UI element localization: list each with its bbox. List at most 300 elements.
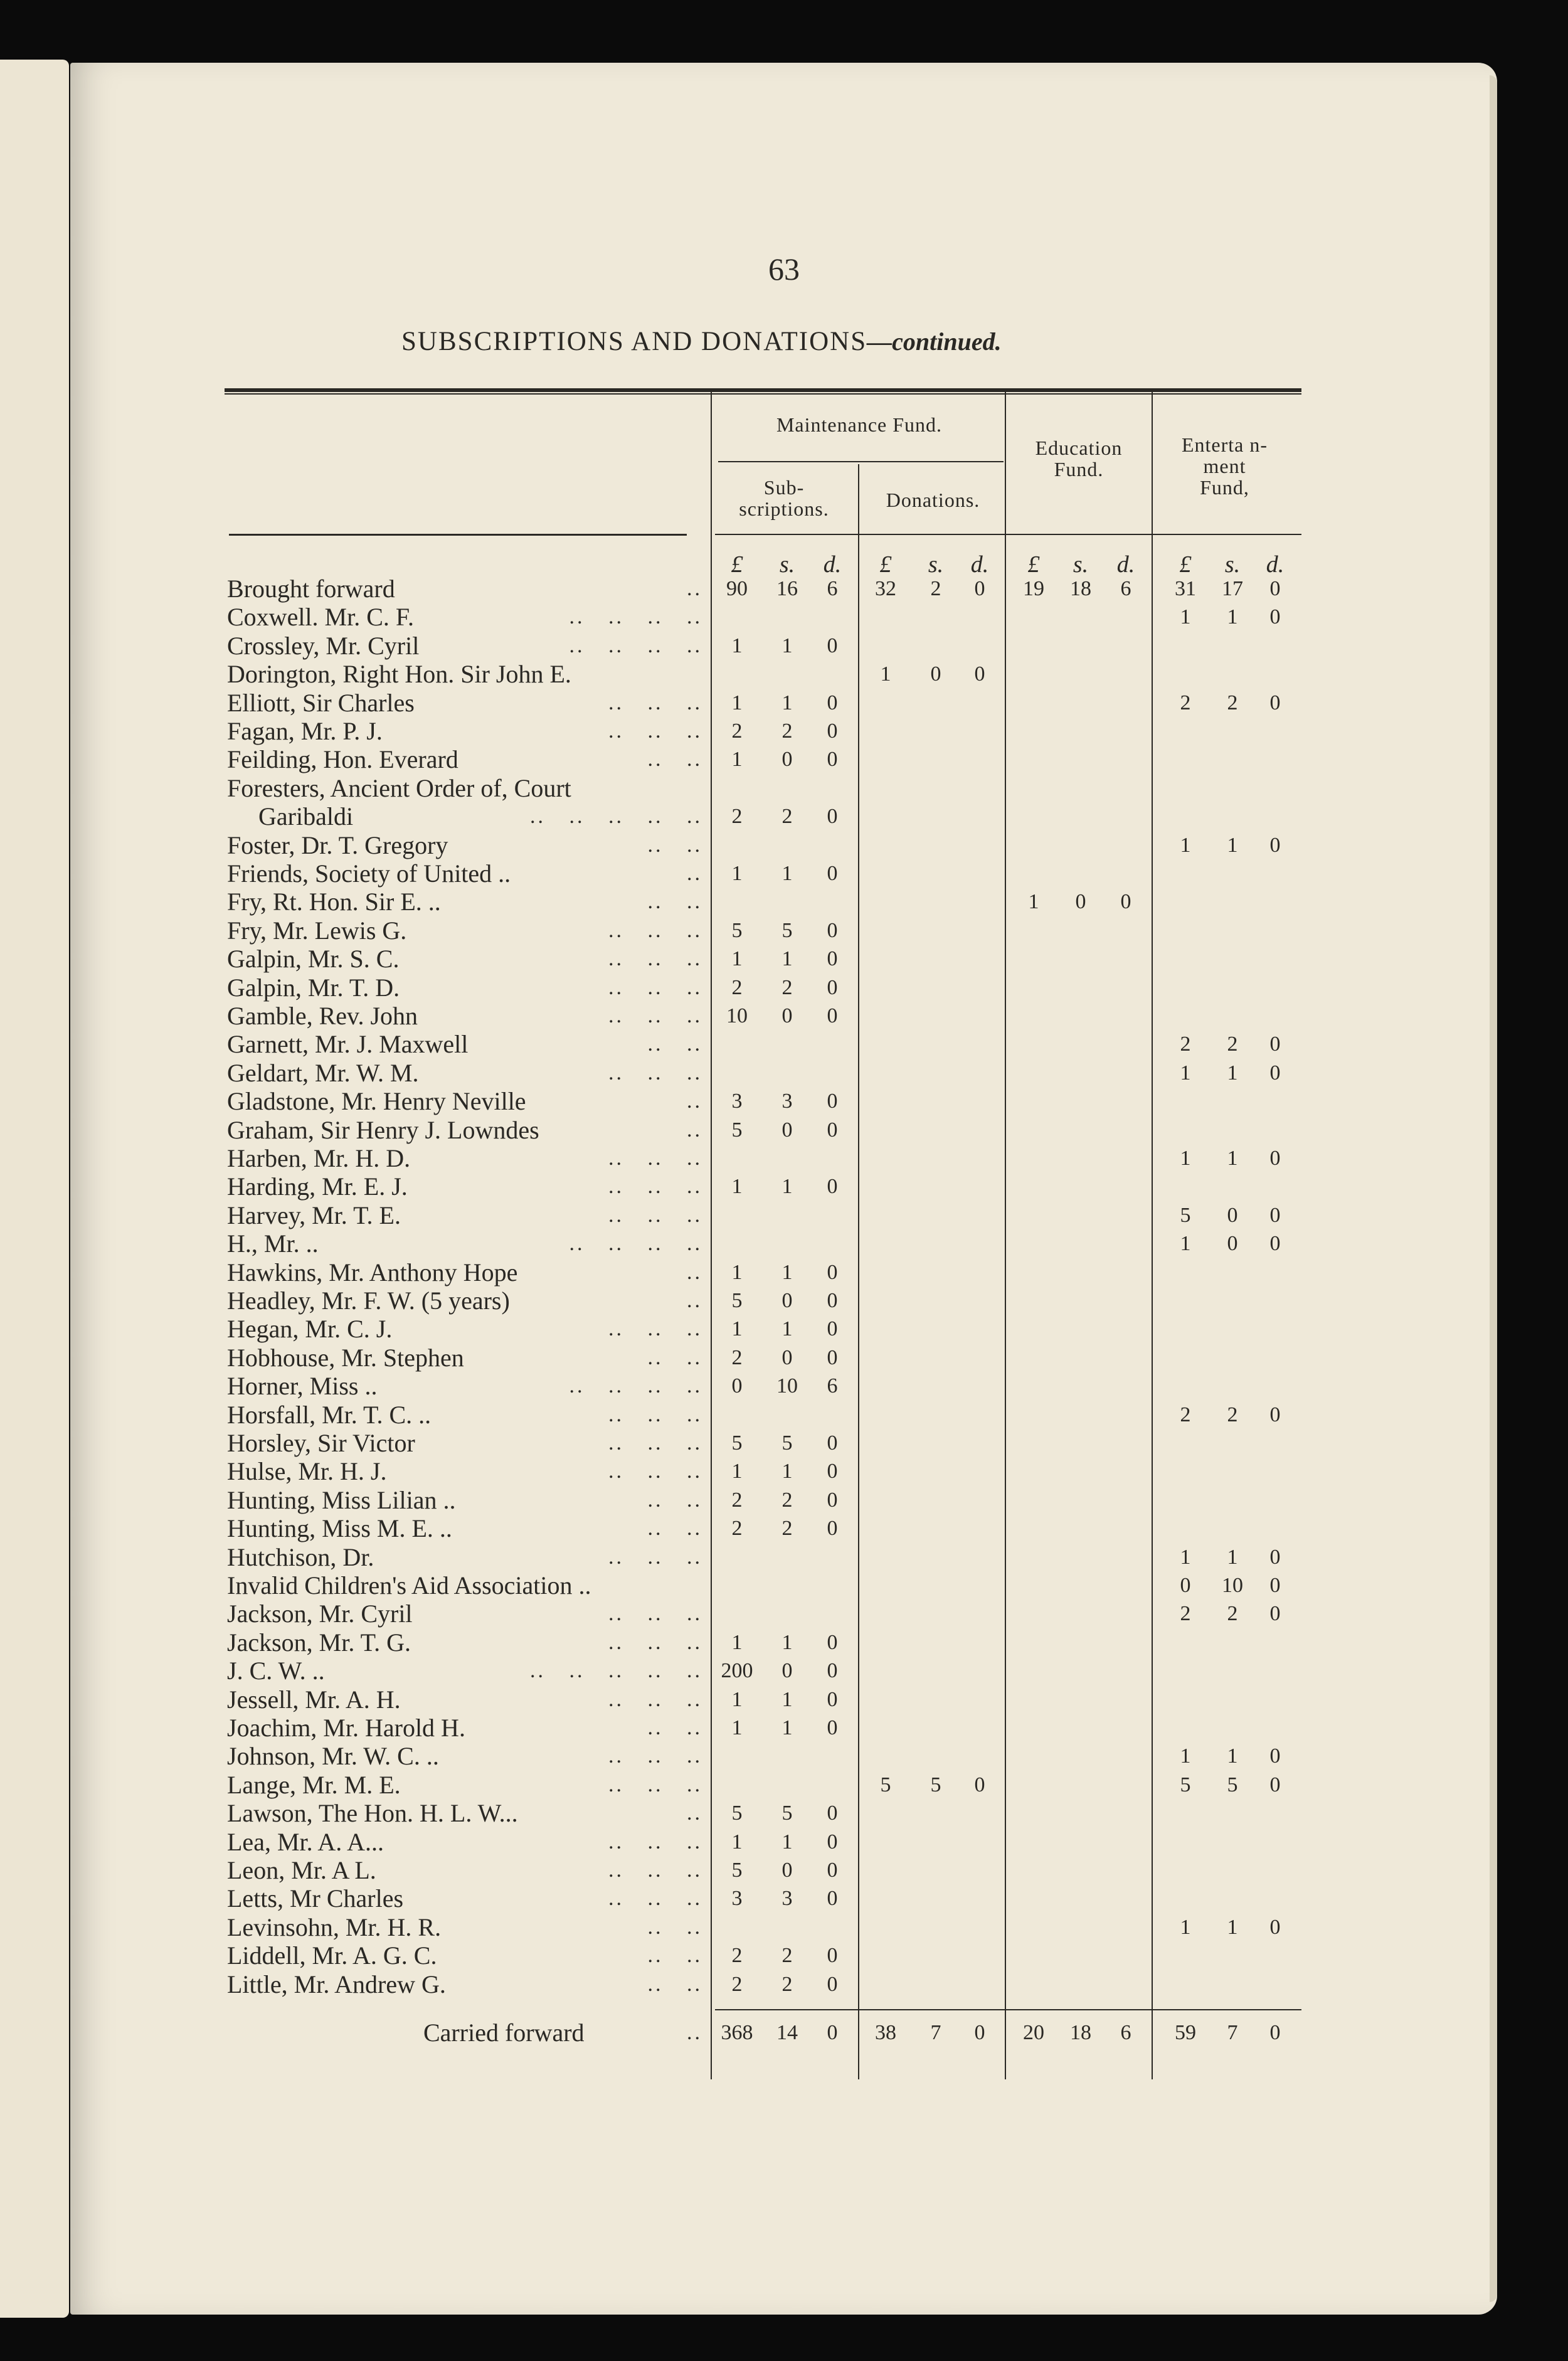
table-row-sub-pounds: 2 [731, 1346, 743, 1369]
table-row-sub-pence: 0 [827, 719, 838, 743]
table-row-name: Leon, Mr. A L. [227, 1856, 376, 1884]
table-row-sub-pounds: 3 [731, 1887, 743, 1910]
table-row-name: Galpin, Mr. T. D. [227, 974, 400, 1002]
table-row-ent-pounds: 5 [1180, 1204, 1191, 1227]
table-row-name: Levinsohn, Mr. H. R. [227, 1913, 442, 1941]
table-row-sub-pence: 0 [827, 1801, 838, 1825]
table-row-sub-pence: 0 [827, 1118, 838, 1142]
table-row-sub-pence: 0 [827, 1004, 838, 1027]
totals-row-don-pounds: 38 [875, 2021, 896, 2044]
table-row-sub-shillings: 0 [781, 1346, 793, 1369]
table-row-name: Gladstone, Mr. Henry Neville [227, 1087, 526, 1115]
table-row-name: Gamble, Rev. John [227, 1002, 418, 1030]
table-row-ent-pence: 0 [1269, 1916, 1281, 1939]
table-row-name: Hobhouse, Mr. Stephen [227, 1344, 464, 1372]
table-row-sub-pounds: 1 [731, 947, 743, 970]
table-row-edu-pounds: 1 [1028, 890, 1039, 913]
table-row-edu-shillings: 0 [1075, 890, 1086, 913]
totals-row-edu-shillings: 18 [1070, 2021, 1091, 2044]
table-row-sub-pounds: 90 [726, 577, 748, 600]
table-row-leader-dots: .. .. .. [608, 1887, 702, 1910]
table-row-ent-pence: 0 [1269, 1032, 1281, 1056]
table-row-ent-pence: 0 [1269, 1147, 1281, 1170]
table-row-sub-shillings: 2 [781, 976, 793, 999]
table-row-name: Hegan, Mr. C. J. [227, 1315, 393, 1343]
totals-rule-cols [715, 2009, 1301, 2010]
table-row-edu-pence: 0 [1120, 890, 1131, 913]
table-row-sub-pence: 0 [827, 1631, 838, 1654]
table-row-leader-dots: .. [687, 1118, 702, 1142]
table-row-ent-shillings: 5 [1227, 1773, 1238, 1796]
table-row-name: Johnson, Mr. W. C. .. [227, 1742, 439, 1770]
table-row-sub-pounds: 2 [731, 1944, 743, 1967]
table-row-ent-pounds: 2 [1180, 1602, 1191, 1625]
totals-row-don-pence: 0 [974, 2021, 985, 2044]
table-row-name: Dorington, Right Hon. Sir John E. [227, 660, 571, 688]
table-row-leader-dots: .. .. .. [608, 1602, 702, 1625]
currency-label-sub: s. [779, 551, 795, 578]
table-row-ent-shillings: 0 [1227, 1204, 1238, 1227]
table-row-sub-shillings: 3 [781, 1090, 793, 1113]
table-row-leader-dots: .. .. .. [608, 1859, 702, 1882]
table-row-sub-shillings: 1 [781, 862, 793, 885]
table-row-ent-shillings: 2 [1227, 691, 1238, 714]
table-row-sub-shillings: 2 [781, 1488, 793, 1512]
table-row-sub-pounds: 2 [731, 1488, 743, 1512]
table-row-don-shillings: 2 [930, 577, 941, 600]
table-row-leader-dots: .. [687, 1090, 702, 1113]
table-row-don-pounds: 5 [880, 1773, 891, 1796]
table-row-leader-dots: .. .. .. .. .. [530, 805, 702, 828]
table-row-sub-shillings: 5 [781, 1801, 793, 1825]
table-row-name: Lea, Mr. A. A... [227, 1828, 384, 1856]
table-row-sub-pence: 0 [827, 1659, 838, 1682]
table-row-leader-dots: .. [687, 1261, 702, 1284]
table-row-name: Graham, Sir Henry J. Lowndes [227, 1116, 539, 1144]
table-row-sub-pounds: 2 [731, 805, 743, 828]
table-row-ent-pence: 0 [1269, 1602, 1281, 1625]
table-row-sub-pounds: 0 [731, 1374, 743, 1398]
table-row-don-pence: 0 [974, 577, 985, 600]
table-row-ent-shillings: 1 [1227, 605, 1238, 629]
table-row-ent-pounds: 31 [1175, 577, 1196, 600]
table-row-leader-dots: .. .. [647, 1916, 702, 1939]
table-row-sub-pence: 0 [827, 1830, 838, 1854]
table-row-sub-pounds: 3 [731, 1090, 743, 1113]
table-row-leader-dots: .. [687, 862, 702, 885]
header-entertainment-fund: Enterta n- ment Fund, [1181, 433, 1268, 499]
table-row-ent-shillings: 0 [1227, 1232, 1238, 1255]
table-row-ent-pounds: 1 [1180, 834, 1191, 857]
table-row-sub-shillings: 2 [781, 1944, 793, 1967]
table-row-ent-pounds: 1 [1180, 1147, 1191, 1170]
table-row-leader-dots: .. .. .. .. [569, 1374, 702, 1398]
table-row-leader-dots: .. .. .. .. .. [530, 1659, 702, 1682]
top-rule-thin [225, 393, 1301, 395]
table-row-name: Geldart, Mr. W. M. [227, 1059, 419, 1087]
table-row-sub-pence: 6 [827, 577, 838, 600]
table-row-name: Fry, Rt. Hon. Sir E. .. [227, 888, 441, 916]
table-row-leader-dots: .. .. [647, 1517, 702, 1540]
table-row-sub-shillings: 1 [781, 634, 793, 657]
table-row-ent-pence: 0 [1269, 691, 1281, 714]
table-row-sub-shillings: 1 [781, 1460, 793, 1483]
table-row-name: Hutchison, Dr. [227, 1543, 374, 1571]
totals-row-ent-shillings: 7 [1227, 2021, 1238, 2044]
maintenance-split-rule [718, 461, 1004, 462]
table-row-name: Joachim, Mr. Harold H. [227, 1714, 465, 1742]
table-row-don-pence: 0 [974, 662, 985, 686]
table-row-leader-dots: .. .. .. [608, 1631, 702, 1654]
table-row-sub-pence: 0 [827, 1688, 838, 1711]
totals-row-edu-pence: 6 [1120, 2021, 1131, 2044]
table-row-leader-dots: .. .. [647, 1944, 702, 1967]
table-row-sub-pounds: 1 [731, 1460, 743, 1483]
totals-row-ent-pence: 0 [1269, 2021, 1281, 2044]
table-row-sub-pence: 0 [827, 691, 838, 714]
table-row-sub-pence: 0 [827, 1716, 838, 1739]
table-row-ent-pounds: 0 [1180, 1574, 1191, 1597]
table-row-ent-pence: 0 [1269, 1773, 1281, 1796]
table-row-leader-dots: .. .. .. [608, 1403, 702, 1426]
table-row-don-pence: 0 [974, 1773, 985, 1796]
table-row-sub-pounds: 5 [731, 1289, 743, 1312]
table-row-name: Headley, Mr. F. W. (5 years) [227, 1287, 510, 1315]
currency-label-ent: d. [1266, 551, 1285, 578]
table-row-edu-pence: 6 [1120, 577, 1131, 600]
table-row-sub-pounds: 1 [731, 1261, 743, 1284]
table-row-sub-pence: 0 [827, 1175, 838, 1198]
table-row-sub-pence: 0 [827, 1346, 838, 1369]
table-row-name: Jessell, Mr. A. H. [227, 1685, 401, 1714]
table-row-ent-pence: 0 [1269, 1232, 1281, 1255]
table-row-leader-dots: .. .. [647, 890, 702, 913]
table-row-sub-pence: 0 [827, 976, 838, 999]
currency-label-ent: s. [1224, 551, 1241, 578]
totals-row-don-shillings: 7 [930, 2021, 941, 2044]
currency-label-edu: s. [1073, 551, 1089, 578]
table-row-sub-shillings: 1 [781, 1261, 793, 1284]
table-row-sub-shillings: 0 [781, 1118, 793, 1142]
header-maintenance-fund: Maintenance Fund. [776, 413, 943, 436]
table-row-ent-shillings: 17 [1222, 577, 1243, 600]
table-row-sub-shillings: 1 [781, 1716, 793, 1739]
table-row-ent-pounds: 1 [1180, 1546, 1191, 1569]
header-subscriptions: Sub- scriptions. [739, 476, 829, 520]
currency-label-don: s. [928, 551, 944, 578]
table-row-ent-pence: 0 [1269, 605, 1281, 629]
table-row-sub-pounds: 1 [731, 748, 743, 771]
table-row-sub-pounds: 5 [731, 1118, 743, 1142]
table-row-name: Hulse, Mr. H. J. [227, 1457, 387, 1485]
table-row-sub-shillings: 0 [781, 1659, 793, 1682]
table-row-name: Fagan, Mr. P. J. [227, 717, 383, 745]
title-text: SUBSCRIPTIONS AND DONATIONS [401, 327, 867, 356]
table-row-ent-pence: 0 [1269, 1204, 1281, 1227]
table-row-leader-dots: .. .. .. [608, 1431, 702, 1455]
table-row-name: Crossley, Mr. Cyril [227, 632, 420, 660]
table-row-leader-dots: .. .. [647, 834, 702, 857]
table-row-ent-shillings: 2 [1227, 1602, 1238, 1625]
table-row-sub-pence: 0 [827, 634, 838, 657]
table-row-sub-shillings: 0 [781, 1859, 793, 1882]
table-row-sub-pence: 0 [827, 1460, 838, 1483]
table-row-sub-shillings: 16 [776, 577, 798, 600]
table-row-name: Liddell, Mr. A. G. C. [227, 1941, 437, 1970]
table-row-ent-pounds: 2 [1180, 1032, 1191, 1056]
table-row-ent-pence: 0 [1269, 834, 1281, 857]
table-row-name: Jackson, Mr. Cyril [227, 1600, 413, 1628]
table-row-name: H., Mr. .. [227, 1229, 319, 1258]
table-row-sub-pence: 0 [827, 1431, 838, 1455]
table-row-leader-dots: .. .. [647, 1973, 702, 1996]
table-row-leader-dots: .. .. .. [608, 1175, 702, 1198]
table-row-ent-shillings: 1 [1227, 1061, 1238, 1085]
currency-label-edu: £ [1027, 551, 1040, 578]
table-row-sub-pounds: 1 [731, 1631, 743, 1654]
table-row-name: Hunting, Miss Lilian .. [227, 1486, 456, 1514]
table-row-sub-pence: 0 [827, 1859, 838, 1882]
table-row-name: Elliott, Sir Charles [227, 689, 415, 717]
header-donations: Donations. [886, 489, 980, 511]
table-row-sub-shillings: 0 [781, 1004, 793, 1027]
table-row-sub-shillings: 0 [781, 748, 793, 771]
table-row-ent-pounds: 1 [1180, 1061, 1191, 1085]
table-row-leader-dots: .. .. .. [608, 1460, 702, 1483]
table-row-don-pounds: 32 [875, 577, 896, 600]
table-row-sub-pounds: 1 [731, 1688, 743, 1711]
table-row-leader-dots: .. .. .. [608, 1546, 702, 1569]
table-row-name: Invalid Children's Aid Association .. [227, 1571, 591, 1600]
table-row-leader-dots: .. .. .. [608, 691, 702, 714]
table-row-sub-pence: 0 [827, 805, 838, 828]
table-row-ent-shillings: 1 [1227, 1147, 1238, 1170]
table-row-name: Little, Mr. Andrew G. [227, 1970, 446, 1998]
table-row-leader-dots: .. .. .. [608, 1004, 702, 1027]
table-row-name: Hunting, Miss M. E. .. [227, 1514, 452, 1542]
table-row-sub-pence: 0 [827, 1488, 838, 1512]
table-row-name: Lange, Mr. M. E. [227, 1771, 401, 1799]
table-row-leader-dots: .. .. .. [608, 1204, 702, 1227]
table-row-name: Friends, Society of United .. [227, 859, 511, 888]
table-row-leader-dots: .. .. [647, 748, 702, 771]
table-row-sub-pence: 0 [827, 919, 838, 942]
left-page-edge [0, 60, 69, 2318]
page-title [401, 326, 1002, 357]
currency-label-edu: d. [1116, 551, 1135, 578]
table-row-sub-shillings: 2 [781, 719, 793, 743]
table-row-leader-dots: .. .. .. .. [569, 634, 702, 657]
table-row-ent-pence: 0 [1269, 1574, 1281, 1597]
table-row-sub-pounds: 1 [731, 1175, 743, 1198]
currency-label-ent: £ [1179, 551, 1192, 578]
table-row-leader-dots: .. .. .. [608, 1317, 702, 1340]
table-row-leader-dots: .. .. .. [608, 1147, 702, 1170]
table-row-sub-pounds: 2 [731, 1973, 743, 1996]
table-row-name: Garibaldi [258, 802, 354, 830]
col-divider-3 [1005, 392, 1006, 2079]
currency-label-don: £ [879, 551, 892, 578]
table-row-sub-pounds: 200 [721, 1659, 753, 1682]
table-row-sub-shillings: 3 [781, 1887, 793, 1910]
table-row-sub-pounds: 5 [731, 1801, 743, 1825]
table-row-name: Letts, Mr Charles [227, 1884, 404, 1913]
totals-row-edu-pounds: 20 [1023, 2021, 1044, 2044]
table-row-sub-pence: 0 [827, 1887, 838, 1910]
table-row-leader-dots: .. .. [647, 1346, 702, 1369]
table-row-sub-pounds: 2 [731, 1517, 743, 1540]
table-row-name: J. C. W. .. [227, 1657, 325, 1685]
table-row-ent-shillings: 1 [1227, 1744, 1238, 1768]
totals-row-sub-pence: 0 [827, 2021, 838, 2044]
table-row-ent-pence: 0 [1269, 1744, 1281, 1768]
table-row-name: Fry, Mr. Lewis G. [227, 916, 407, 945]
col-divider-2 [858, 464, 859, 2079]
table-row-sub-shillings: 1 [781, 947, 793, 970]
table-row-name: Jackson, Mr. T. G. [227, 1628, 411, 1657]
table-row-sub-shillings: 2 [781, 1517, 793, 1540]
table-row-ent-shillings: 2 [1227, 1032, 1238, 1056]
currency-label-sub: d. [823, 551, 842, 578]
table-row-sub-pounds: 1 [731, 1317, 743, 1340]
table-row-sub-pounds: 1 [731, 634, 743, 657]
page-number: 63 [768, 252, 800, 287]
top-rule-thick [225, 388, 1301, 392]
table-row-sub-pence: 0 [827, 1289, 838, 1312]
table-row-sub-shillings: 1 [781, 691, 793, 714]
table-row-name: Horsfall, Mr. T. C. .. [227, 1401, 432, 1429]
table-row-name: Harben, Mr. H. D. [227, 1144, 411, 1172]
table-row-ent-pence: 0 [1269, 1061, 1281, 1085]
table-row-ent-pence: 0 [1269, 1546, 1281, 1569]
table-row-sub-shillings: 1 [781, 1688, 793, 1711]
table-row-name: Horner, Miss .. [227, 1372, 378, 1400]
table-row-sub-pence: 0 [827, 1517, 838, 1540]
table-row-ent-shillings: 1 [1227, 834, 1238, 857]
table-row-leader-dots: .. .. .. [608, 947, 702, 970]
totals-row-leader-dots: .. [687, 2021, 702, 2044]
table-row-name: Harding, Mr. E. J. [227, 1172, 408, 1201]
table-row-leader-dots: .. .. [647, 1488, 702, 1512]
totals-row-name: Carried forward [423, 2019, 585, 2047]
table-row-sub-pounds: 2 [731, 976, 743, 999]
table-row-don-shillings: 5 [930, 1773, 941, 1796]
table-row-name: Harvey, Mr. T. E. [227, 1201, 401, 1229]
table-row-ent-pounds: 2 [1180, 691, 1191, 714]
table-row-name: Feilding, Hon. Everard [227, 745, 458, 773]
currency-label-sub: £ [731, 551, 743, 578]
table-row-sub-pence: 0 [827, 1973, 838, 1996]
table-row-ent-pounds: 1 [1180, 1744, 1191, 1768]
table-row-sub-pounds: 10 [726, 1004, 748, 1027]
table-row-don-pounds: 1 [880, 662, 891, 686]
table-row-sub-shillings: 2 [781, 1973, 793, 1996]
col-divider-1 [711, 392, 712, 2079]
table-row-sub-pence: 0 [827, 1090, 838, 1113]
table-row-sub-pence: 0 [827, 1261, 838, 1284]
table-row-ent-pounds: 2 [1180, 1403, 1191, 1426]
table-row-name: Foster, Dr. T. Gregory [227, 831, 448, 859]
page-edge-shadow [1490, 75, 1497, 2302]
table-row-ent-pounds: 5 [1180, 1773, 1191, 1796]
header-education-fund: Education Fund. [1035, 437, 1123, 480]
table-row-ent-pence: 0 [1269, 1403, 1281, 1426]
header-bottom-rule-cols [715, 534, 1301, 535]
table-row-leader-dots: .. .. .. .. [569, 605, 702, 629]
table-row-sub-shillings: 0 [781, 1289, 793, 1312]
table-row-sub-pence: 0 [827, 862, 838, 885]
table-row-ent-shillings: 2 [1227, 1403, 1238, 1426]
table-row-sub-pence: 0 [827, 748, 838, 771]
table-row-leader-dots: .. .. .. [608, 1773, 702, 1796]
table-row-name: Foresters, Ancient Order of, Court [227, 774, 571, 802]
totals-row-sub-pounds: 368 [721, 2021, 753, 2044]
table-row-leader-dots: .. .. [647, 1716, 702, 1739]
table-row-edu-pounds: 19 [1023, 577, 1044, 600]
table-row-sub-pounds: 1 [731, 1830, 743, 1854]
table-row-sub-pounds: 1 [731, 862, 743, 885]
table-row-sub-shillings: 1 [781, 1830, 793, 1854]
table-row-name: Hawkins, Mr. Anthony Hope [227, 1258, 518, 1287]
table-row-leader-dots: .. .. .. [608, 976, 702, 999]
table-row-leader-dots: .. .. .. [608, 1061, 702, 1085]
table-row-sub-pence: 0 [827, 1944, 838, 1967]
table-row-leader-dots: .. .. .. [608, 1830, 702, 1854]
table-row-sub-shillings: 1 [781, 1631, 793, 1654]
table-row-sub-pence: 0 [827, 947, 838, 970]
table-row-ent-shillings: 10 [1222, 1574, 1243, 1597]
table-row-name: Lawson, The Hon. H. L. W... [227, 1799, 518, 1827]
table-row-ent-pounds: 1 [1180, 1916, 1191, 1939]
table-row-leader-dots: .. .. .. [608, 1688, 702, 1711]
table-row-sub-shillings: 2 [781, 805, 793, 828]
table-row-sub-shillings: 5 [781, 919, 793, 942]
table-row-ent-pence: 0 [1269, 577, 1281, 600]
table-row-leader-dots: .. [687, 1289, 702, 1312]
table-row-name: Galpin, Mr. S. C. [227, 945, 400, 973]
table-row-sub-shillings: 10 [776, 1374, 798, 1398]
table-row-sub-shillings: 1 [781, 1175, 793, 1198]
table-row-ent-shillings: 1 [1227, 1916, 1238, 1939]
table-row-sub-pounds: 1 [731, 691, 743, 714]
table-row-sub-pounds: 5 [731, 919, 743, 942]
table-row-leader-dots: .. .. .. [608, 719, 702, 743]
table-row-sub-pounds: 2 [731, 719, 743, 743]
table-row-sub-pounds: 5 [731, 1859, 743, 1882]
table-row-name: Brought forward [227, 575, 395, 603]
table-row-leader-dots: .. [687, 1801, 702, 1825]
currency-label-don: d. [970, 551, 989, 578]
col-divider-4 [1152, 392, 1153, 2079]
table-row-name: Coxwell. Mr. C. F. [227, 603, 414, 631]
table-row-name: Horsley, Sir Victor [227, 1429, 415, 1457]
totals-row-ent-pounds: 59 [1175, 2021, 1196, 2044]
table-row-sub-shillings: 5 [781, 1431, 793, 1455]
table-row-leader-dots: .. [687, 577, 702, 600]
header-bottom-rule-left [229, 534, 687, 536]
table-row-leader-dots: .. .. .. [608, 1744, 702, 1768]
table-row-ent-shillings: 1 [1227, 1546, 1238, 1569]
totals-row-sub-shillings: 14 [776, 2021, 798, 2044]
table-row-sub-pounds: 5 [731, 1431, 743, 1455]
table-row-name: Garnett, Mr. J. Maxwell [227, 1030, 469, 1058]
table-row-ent-pounds: 1 [1180, 1232, 1191, 1255]
table-row-sub-pence: 6 [827, 1374, 838, 1398]
table-row-leader-dots: .. .. .. .. [569, 1232, 702, 1255]
table-row-ent-pounds: 1 [1180, 605, 1191, 629]
table-row-leader-dots: .. .. .. [608, 919, 702, 942]
title-suffix: —continued. [867, 327, 1002, 356]
